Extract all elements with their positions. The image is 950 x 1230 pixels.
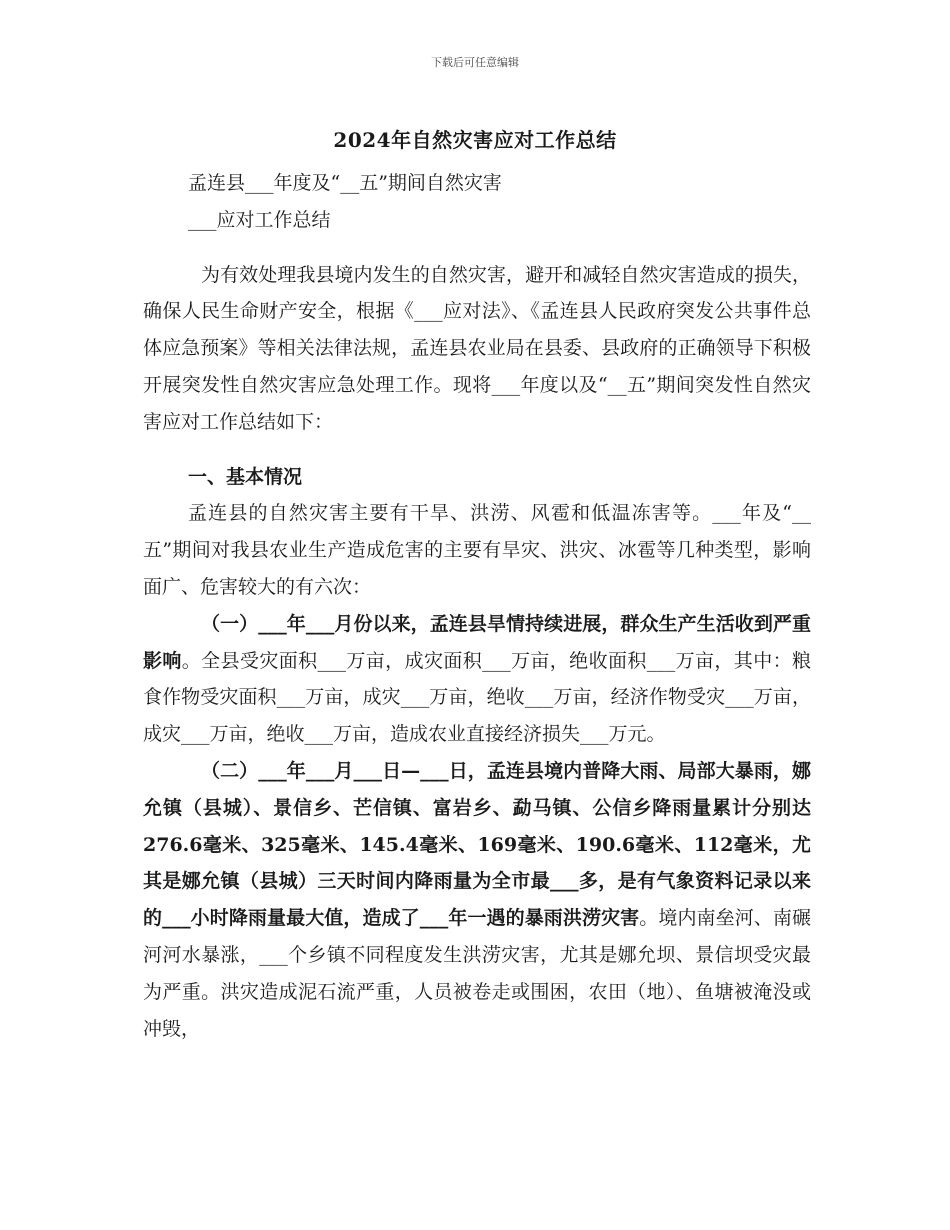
page-header-note: 下载后可任意编辑 [431,56,519,69]
item-2-heading: （二）___年___月___日—___日，孟连县境内普降大雨、局部大暴雨，娜允镇（县城）、景信乡、芒信镇、富岩乡、勐马镇、公信乡降雨量累计分别达276.6毫米、325毫米、145.4毫米、169毫米、190.6毫米、112毫米，尤其是娜允镇（县城）三天时间内降雨量为全市最___多，是有气象资料记录以来的___小时降雨量最大值，造成了___年一遇的暴雨洪涝灾害 [143,759,811,930]
item-1-heading: （一）___年___月份以来，孟连县旱情持续进展，群众生产生活收到严重影响 [143,612,811,672]
item-2-paragraph [143,753,811,1047]
item-1-paragraph [143,606,811,753]
intro-paragraph: 为有效处理我县境内发生的自然灾害，避开和减轻自然灾害造成的损失，确保人民生命财产安全，根据《___应对法》、《孟连县人民政府突发公共事件总体应急预案》等相关法律法规，孟连县农业局在县委、县政府的正确领导下积极开展突发性自然灾害应急处理工作。现将___年度以及“__五”期间突发性自然灾害应对工作总结如下： [143,263,811,433]
subtitle-line-2: ___应对工作总结 [188,208,331,231]
section-1-paragraph: 孟连县的自然灾害主要有干旱、洪涝、风雹和低温冻害等。___年及“__五”期间对我县农业生产造成危害的主要有旱灾、洪灾、冰雹等几种类型，影响面广、危害较大的有六次： [143,502,811,598]
document-body [143,165,811,1047]
document-title: 2024年自然灾害应对工作总结 [333,128,617,152]
item-1-text: 。全县受灾面积___万亩，成灾面积___万亩，绝收面积___万亩，其中：粮食作物受灾面积___万亩，成灾___万亩，绝收___万亩，经济作物受灾___万亩，成灾___万亩，绝收___万亩，造成农业直接经济损失___万元。 [143,649,811,746]
section-heading-basic-situation: 一、基本情况 [188,465,303,488]
subtitle-line-1: 孟连县___年度及“__五”期间自然灾害 [188,172,502,194]
item-2-text: 。境内南垒河、南碾河河水暴涨，___个乡镇不同程度发生洪涝灾害，尤其是娜允坝、景信坝受灾最为严重。洪灾造成泥石流严重，人员被卷走或围困，农田（地）、鱼塘被淹没或冲毁， [143,907,811,1040]
